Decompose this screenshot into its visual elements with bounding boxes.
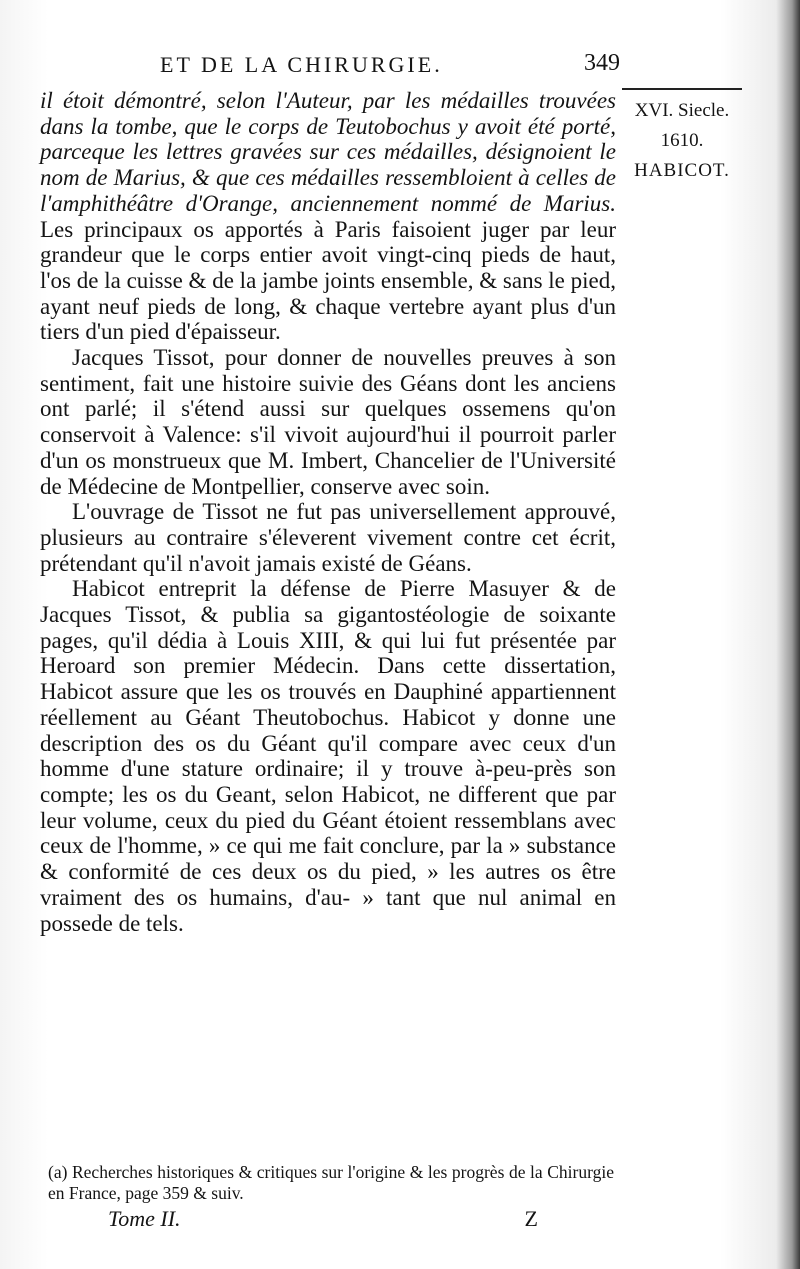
margin-rule (622, 88, 742, 90)
paragraph-4: Habicot entreprit la défense de Pierre Masuyer & de Jacques Tissot, & publia sa gigantostéologie de soixante pages, qu'il dédia à Louis XIII, & qui lui fut présentée par Heroard son premier Médecin. Dans cette dissertation, Habicot assure que les os trouvés en Dauphiné appartiennent réellement au Géant Theutobochus. Habicot y donne une description des os du Géant qu'il compare avec ceux d'un homme d'une stature ordinaire; il y trouve à-peu-près son compte; les os du Geant, selon Habicot, ne different que par leur volume, ceux du pied du Géant étoient ressemblans avec ceux de l'homme, » ce qui me fait conclure, par la » substance & conformité de ces deux os du pied, » les autres os être vraiment des os humains, d'au- » tant que nul animal en possede de tels. (40, 576, 616, 936)
page-number: 349 (584, 50, 620, 76)
margin-year: 1610. (660, 130, 704, 151)
paragraph-1-roman: Les principaux os apportés à Paris faisoient juger par leur grandeur que le corps entier avoit vingt-cinq pieds de haut, l'os de la cuisse & de la jambe joints ensemble, & sans le pied, ayant neuf pieds de long, & chaque vertebre ayant plus d'un tiers d'un pied d'épaisseur. (40, 216, 616, 345)
running-title: ET DE LA CHIRURGIE. (160, 52, 443, 77)
margin-name: HABICOT. (634, 160, 730, 181)
paragraph-1 (40, 88, 616, 345)
paragraph-1-italic: il étoit démontré, selon l'Auteur, par les médailles trouvées dans la tombe, que le corps de Teutobochus y avoit été porté, parceque les lettres gravées sur ces médailles, désignoient le nom de Marius, & que ces médailles ressembloient à celles de l'amphithéâtre d'Orange, anciennement nommé de Marius. (40, 88, 616, 216)
margin-notes (622, 88, 742, 186)
signature-mark: Z (524, 1206, 538, 1231)
paragraph-2: Jacques Tissot, pour donner de nouvelles preuves à son sentiment, fait une histoire suivie des Géans dont les anciens ont parlé; il s'étend aussi sur quelques ossemens qu'on conservoit à Valence: s'il vivoit aujourd'hui il pourroit parler d'un os monstrueux que M. Imbert, Chancelier de l'Université de Médecine de Montpellier, conserve avec soin. (40, 345, 616, 499)
margin-century: XVI. Siecle. (634, 100, 730, 121)
paragraph-3: L'ouvrage de Tissot ne fut pas universellement approuvé, plusieurs au contraire s'éleverent vivement contre cet écrit, prétendant qu'il n'avoit jamais existé de Géans. (40, 499, 616, 576)
footnote: (a) Recherches historiques & critiques sur l'origine & les progrès de la Chirurgie en France, page 359 & suiv. (48, 1162, 614, 1203)
body-text (40, 88, 616, 936)
tome-label: Tome II. (108, 1206, 181, 1231)
page-footer (108, 1206, 538, 1236)
running-header (160, 48, 620, 82)
